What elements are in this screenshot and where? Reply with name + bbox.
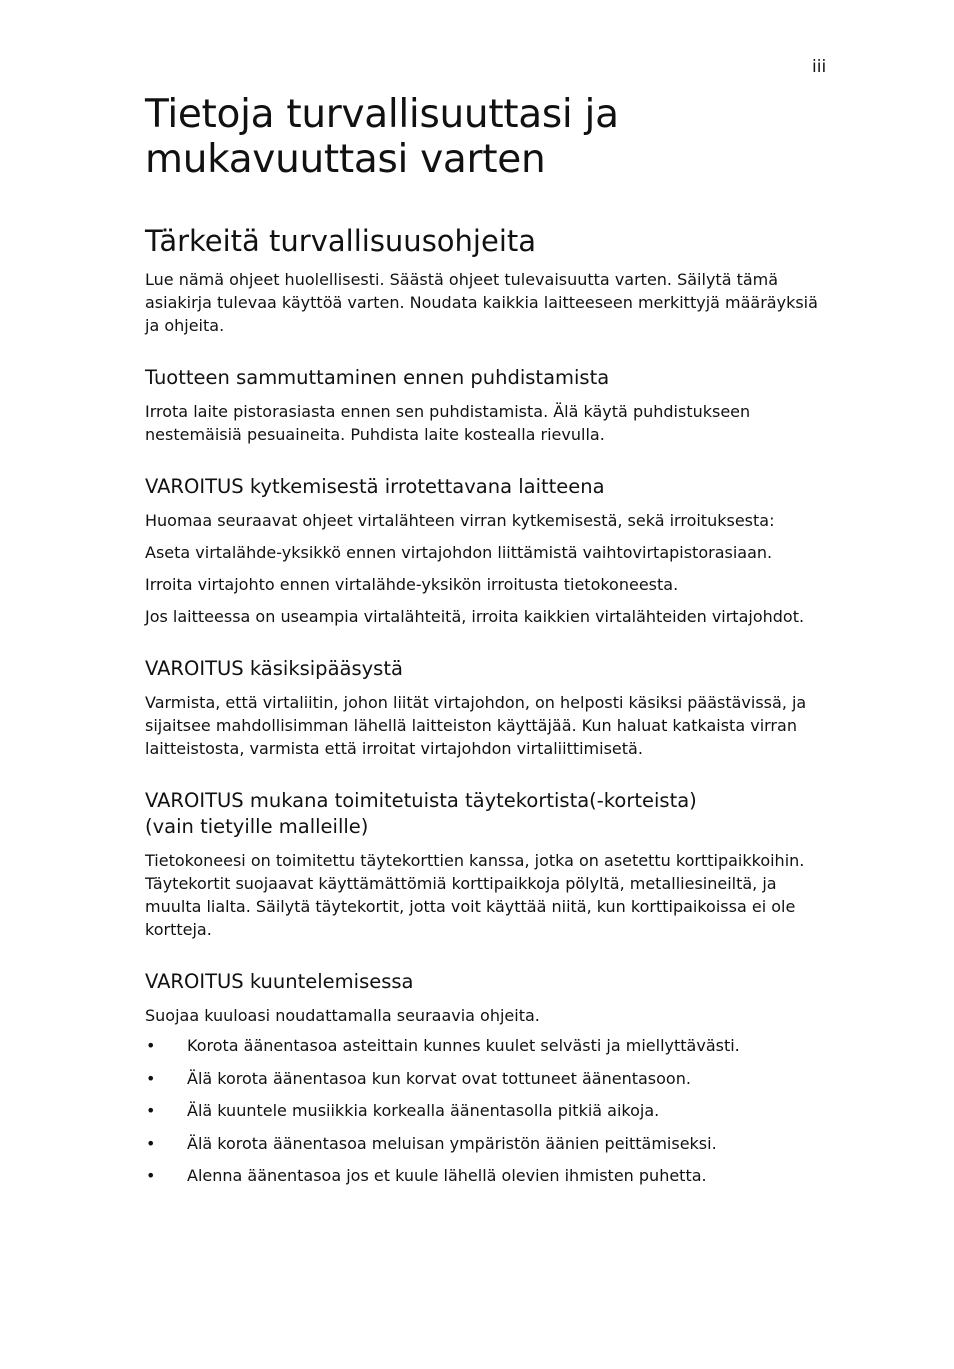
intro-paragraph: Lue nämä ohjeet huolellisesti. Säästä ohjeet tulevaisuutta varten. Säilytä tämä asiakirja tulevaa käyttöä varten. Noudata kaikkia laitteeseen merkittyjä määräyksiä ja ohjeita.	[145, 270, 818, 335]
list-item: • Älä korota äänentasoa kun korvat ovat tottuneet äänentasoon.	[146, 1068, 691, 1088]
list-item: • Älä korota äänentasoa meluisan ympäristön äänien peittämiseksi.	[146, 1133, 717, 1153]
dummy-card-text: Tietokoneesi on toimitettu täytekorttien kanssa, jotka on asetettu korttipaikkoihin. Täytekortit suojaavat käyttämättömiä korttipaikkoja pölyltä, metalliesineiltä, ja muulta lialta. Säilytä täytekortit, jotta voit käyttää niitä, kun korttipaikoissa ei ole kortteja.	[145, 851, 805, 939]
bullet-icon: •	[146, 1166, 156, 1185]
list-item: • Älä kuuntele musiikkia korkealla äänentasolla pitkiä aikoja.	[146, 1101, 660, 1120]
document-body	[145, 92, 835, 1197]
disconnect-p4: Jos laitteessa on useampia virtalähteitä, irroita kaikkien virtalähteiden virtajohdot.	[145, 607, 805, 626]
section-title: Tärkeitä turvallisuusohjeita	[145, 224, 537, 258]
dummy-card-heading	[145, 788, 835, 840]
cleaning-text: Irrota laite pistorasiasta ennen sen puhdistamista. Älä käytä puhdistukseen nestemäisiä pesuaineita. Puhdista laite kostealla rievulla.	[145, 402, 751, 444]
access-heading: VAROITUS käsiksipääsystä	[145, 657, 403, 680]
bullet-icon: •	[146, 1101, 156, 1120]
list-item: • Alenna äänentasoa jos et kuule lähellä olevien ihmisten puhetta.	[146, 1166, 707, 1185]
list-item: • Korota äänentasoa asteittain kunnes kuulet selvästi ja miellyttävästi.	[146, 1036, 740, 1055]
disconnect-p2: Aseta virtalähde-yksikkö ennen virtajohdon liittämistä vaihtovirtapistorasiaan.	[145, 543, 773, 562]
disconnect-heading: VAROITUS kytkemisestä irrotettavana laitteena	[145, 475, 605, 498]
access-text: Varmista, että virtaliitin, johon liität virtajohdon, on helposti käsiksi päästävissä, ja sijaitsee mahdollisimman lähellä laitteiston käyttäjää. Kun haluat katkaista virran laitteistosta, varmista että irroitat virtajohdon virtaliittimisetä.	[145, 693, 807, 758]
disconnect-p3: Irroita virtajohto ennen virtalähde-yksikön irroitusta tietokoneesta.	[145, 575, 679, 594]
page-title: Tietoja turvallisuuttasi ja mukavuuttasi varten	[145, 92, 619, 182]
page-number: iii	[812, 57, 827, 77]
dummy-card-heading-line2: (vain tietyille malleille)	[145, 815, 369, 838]
cleaning-heading: Tuotteen sammuttaminen ennen puhdistamista	[145, 366, 610, 389]
listening-intro: Suojaa kuuloasi noudattamalla seuraavia ohjeita.	[145, 1006, 540, 1025]
listening-list	[145, 1034, 835, 1187]
bullet-icon: •	[146, 1068, 156, 1088]
bullet-icon: •	[146, 1133, 156, 1153]
disconnect-p1: Huomaa seuraavat ohjeet virtalähteen virran kytkemisestä, sekä irroituksesta:	[145, 511, 775, 530]
dummy-card-heading-line1: VAROITUS mukana toimitetuista täytekortista(-korteista)	[145, 789, 697, 812]
bullet-icon: •	[146, 1036, 156, 1055]
listening-heading: VAROITUS kuuntelemisessa	[145, 970, 414, 993]
